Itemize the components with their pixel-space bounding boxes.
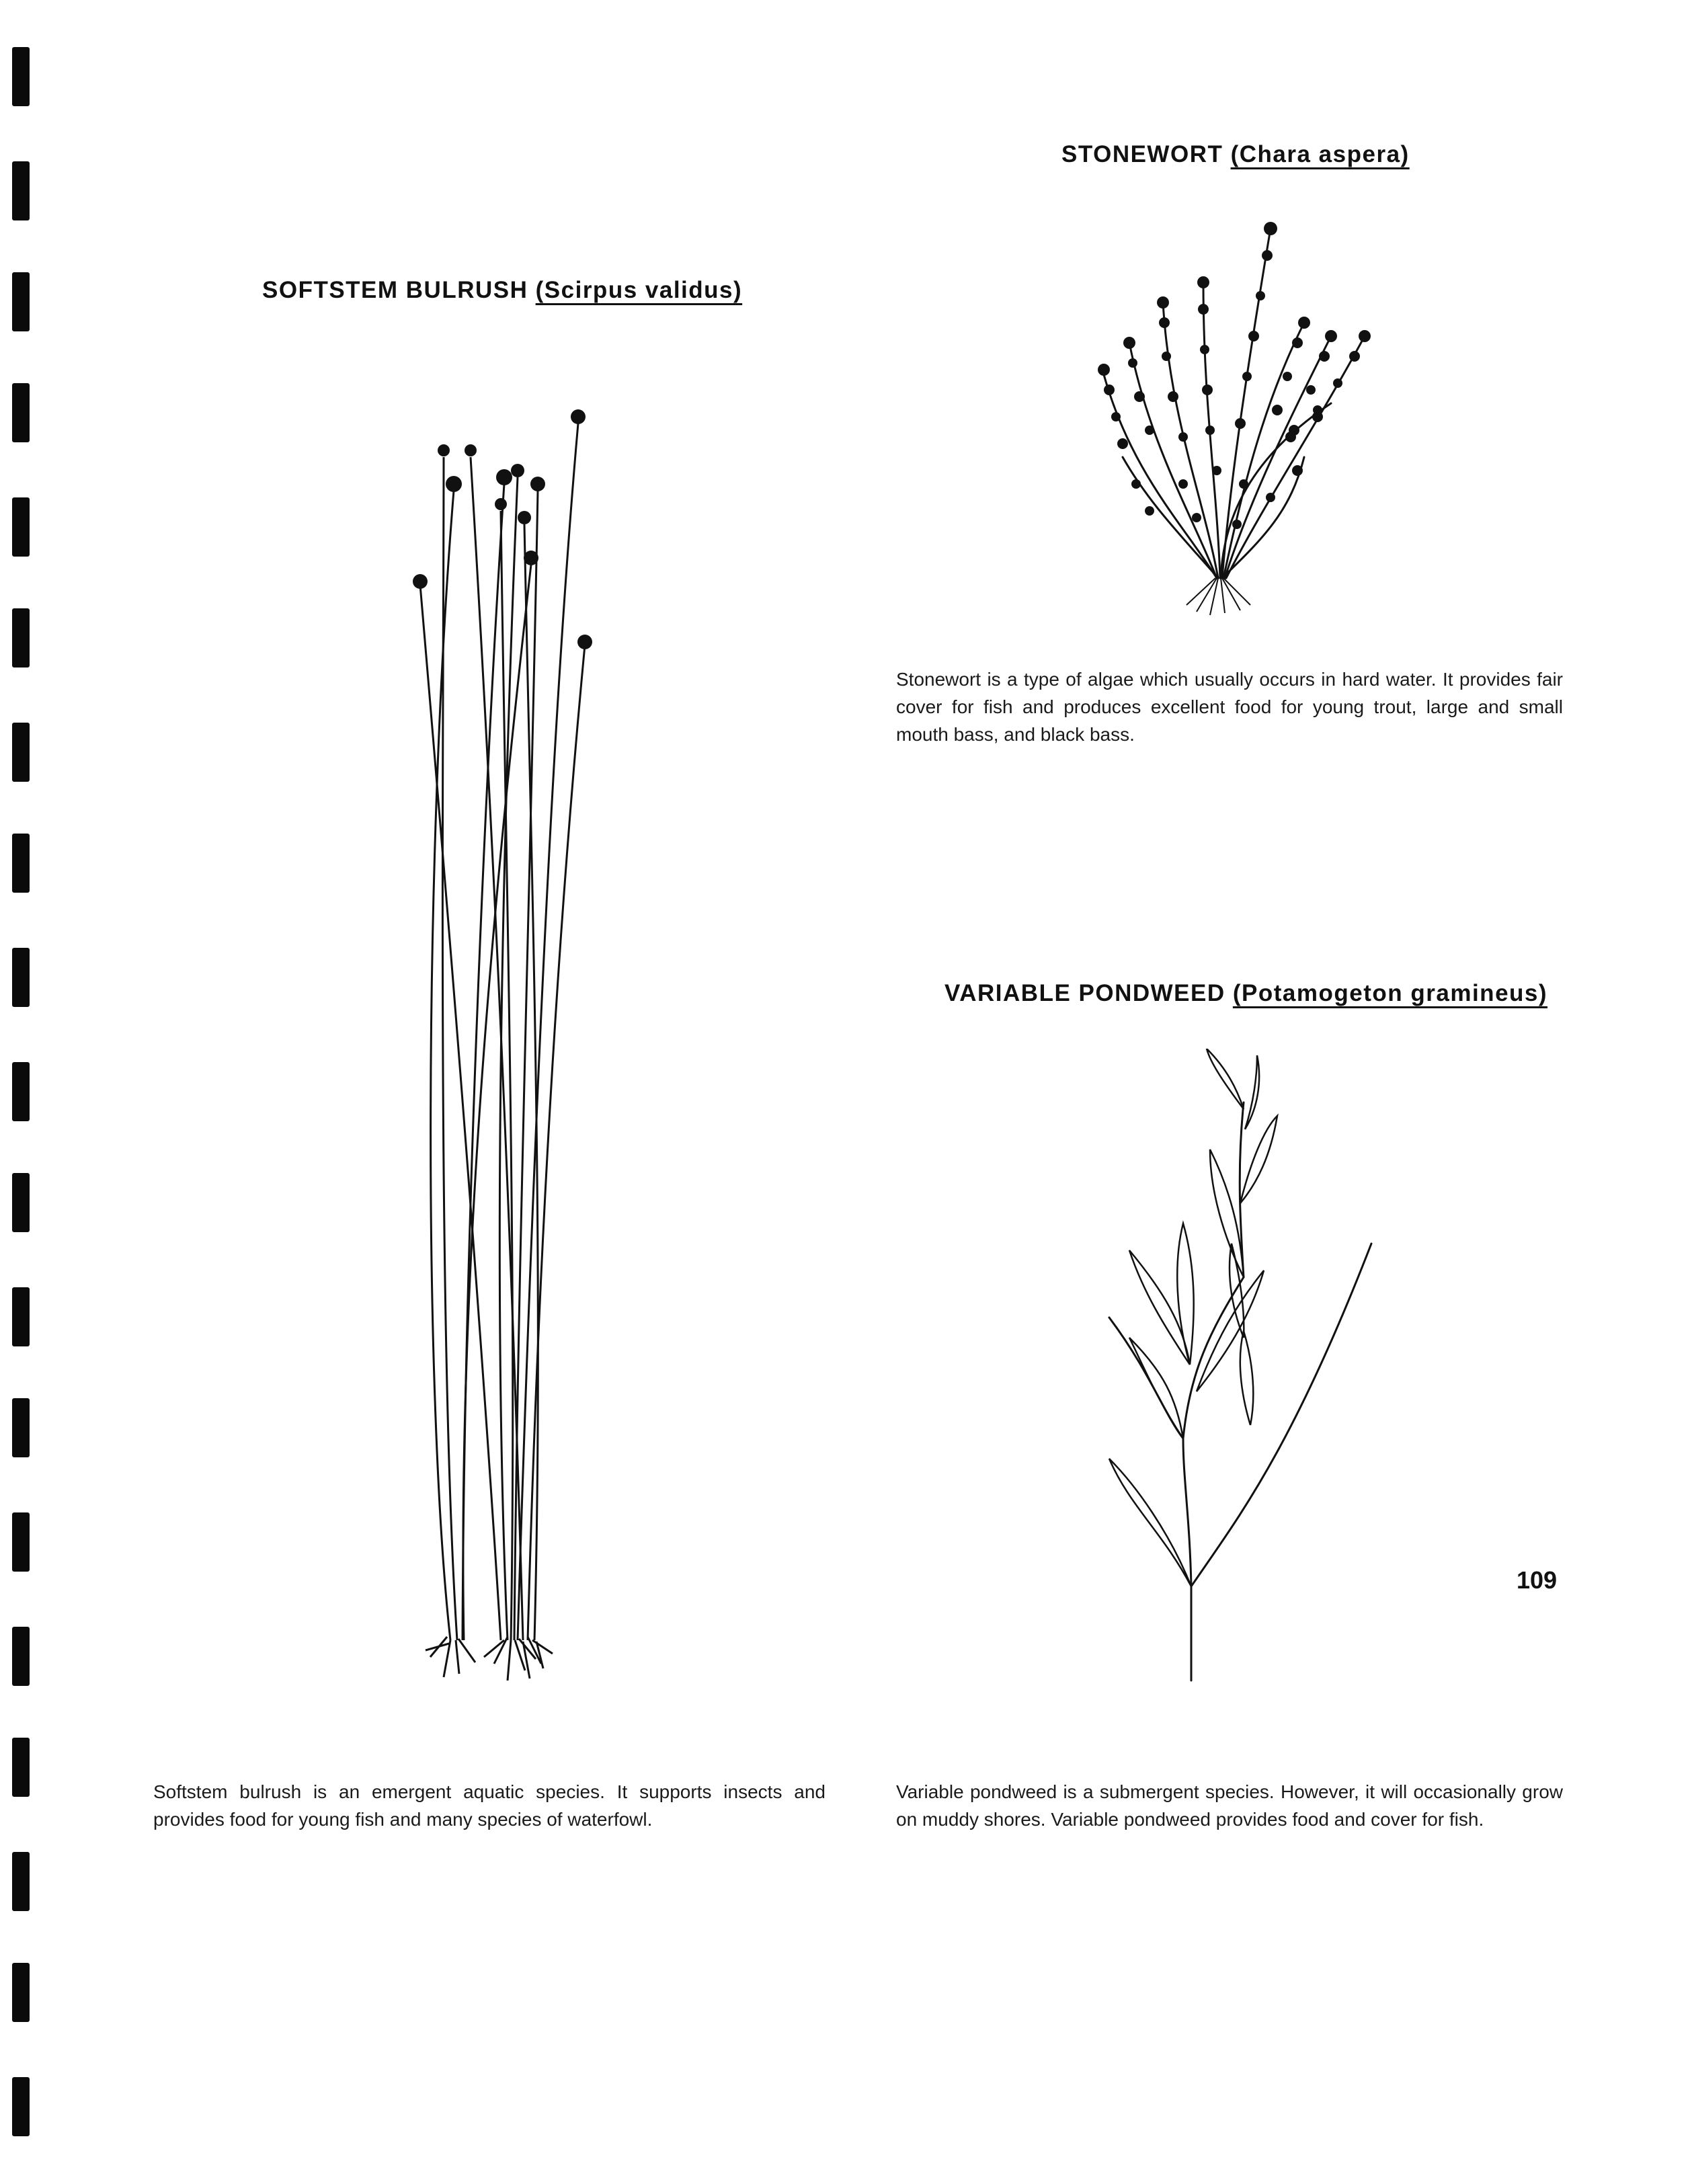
binding-mark [12,1738,30,1797]
binding-mark [12,1852,30,1911]
binding-mark [12,2077,30,2136]
binding-mark [12,47,30,106]
variable-pondweed-description: Variable pondweed is a submergent species. However, it will occasionally grow on muddy shores. Variable pondweed provides food and cover for fish. [896,1781,1563,1830]
binding-mark [12,1287,30,1346]
stonewort-illustration [1049,202,1398,632]
binding-mark [12,948,30,1007]
binding-mark [12,608,30,668]
softstem-bulrush-title [262,277,742,304]
binding-mark [12,1062,30,1121]
binding-mark [12,161,30,220]
stonewort-scientific-name: (Chara aspera) [1230,141,1410,167]
binding-mark [12,1398,30,1457]
variable-pondweed-title [944,980,1547,1007]
binding-mark [12,1512,30,1572]
stonewort-common-name: STONEWORT [1061,141,1223,167]
softstem-bulrush-scientific-name: (Scirpus validus) [535,277,743,303]
softstem-bulrush-common-name: SOFTSTEM BULRUSH [262,277,528,303]
stonewort-title [1061,141,1410,168]
binding-mark [12,1627,30,1686]
variable-pondweed-scientific-name: (Potamogeton gramineus) [1232,980,1548,1006]
binding-mark [12,1173,30,1232]
softstem-bulrush-illustration [383,390,612,1721]
binding-mark [12,272,30,331]
binding-mark [12,834,30,893]
stonewort-description: Stonewort is a type of algae which usually occurs in hard water. It provides fair cover for fish and produces excellent food for young trout, large and small mouth bass, and black bass. [896,669,1563,745]
binding-mark [12,1963,30,2022]
binding-mark [12,497,30,557]
page-number: 109 [1517,1566,1558,1594]
binding-mark [12,383,30,442]
variable-pondweed-illustration [1089,1049,1439,1694]
binding-mark [12,723,30,782]
variable-pondweed-common-name: VARIABLE PONDWEED [944,980,1225,1006]
softstem-bulrush-description: Softstem bulrush is an emergent aquatic species. It supports insects and provides food for young fish and many species of waterfowl. [153,1781,826,1830]
